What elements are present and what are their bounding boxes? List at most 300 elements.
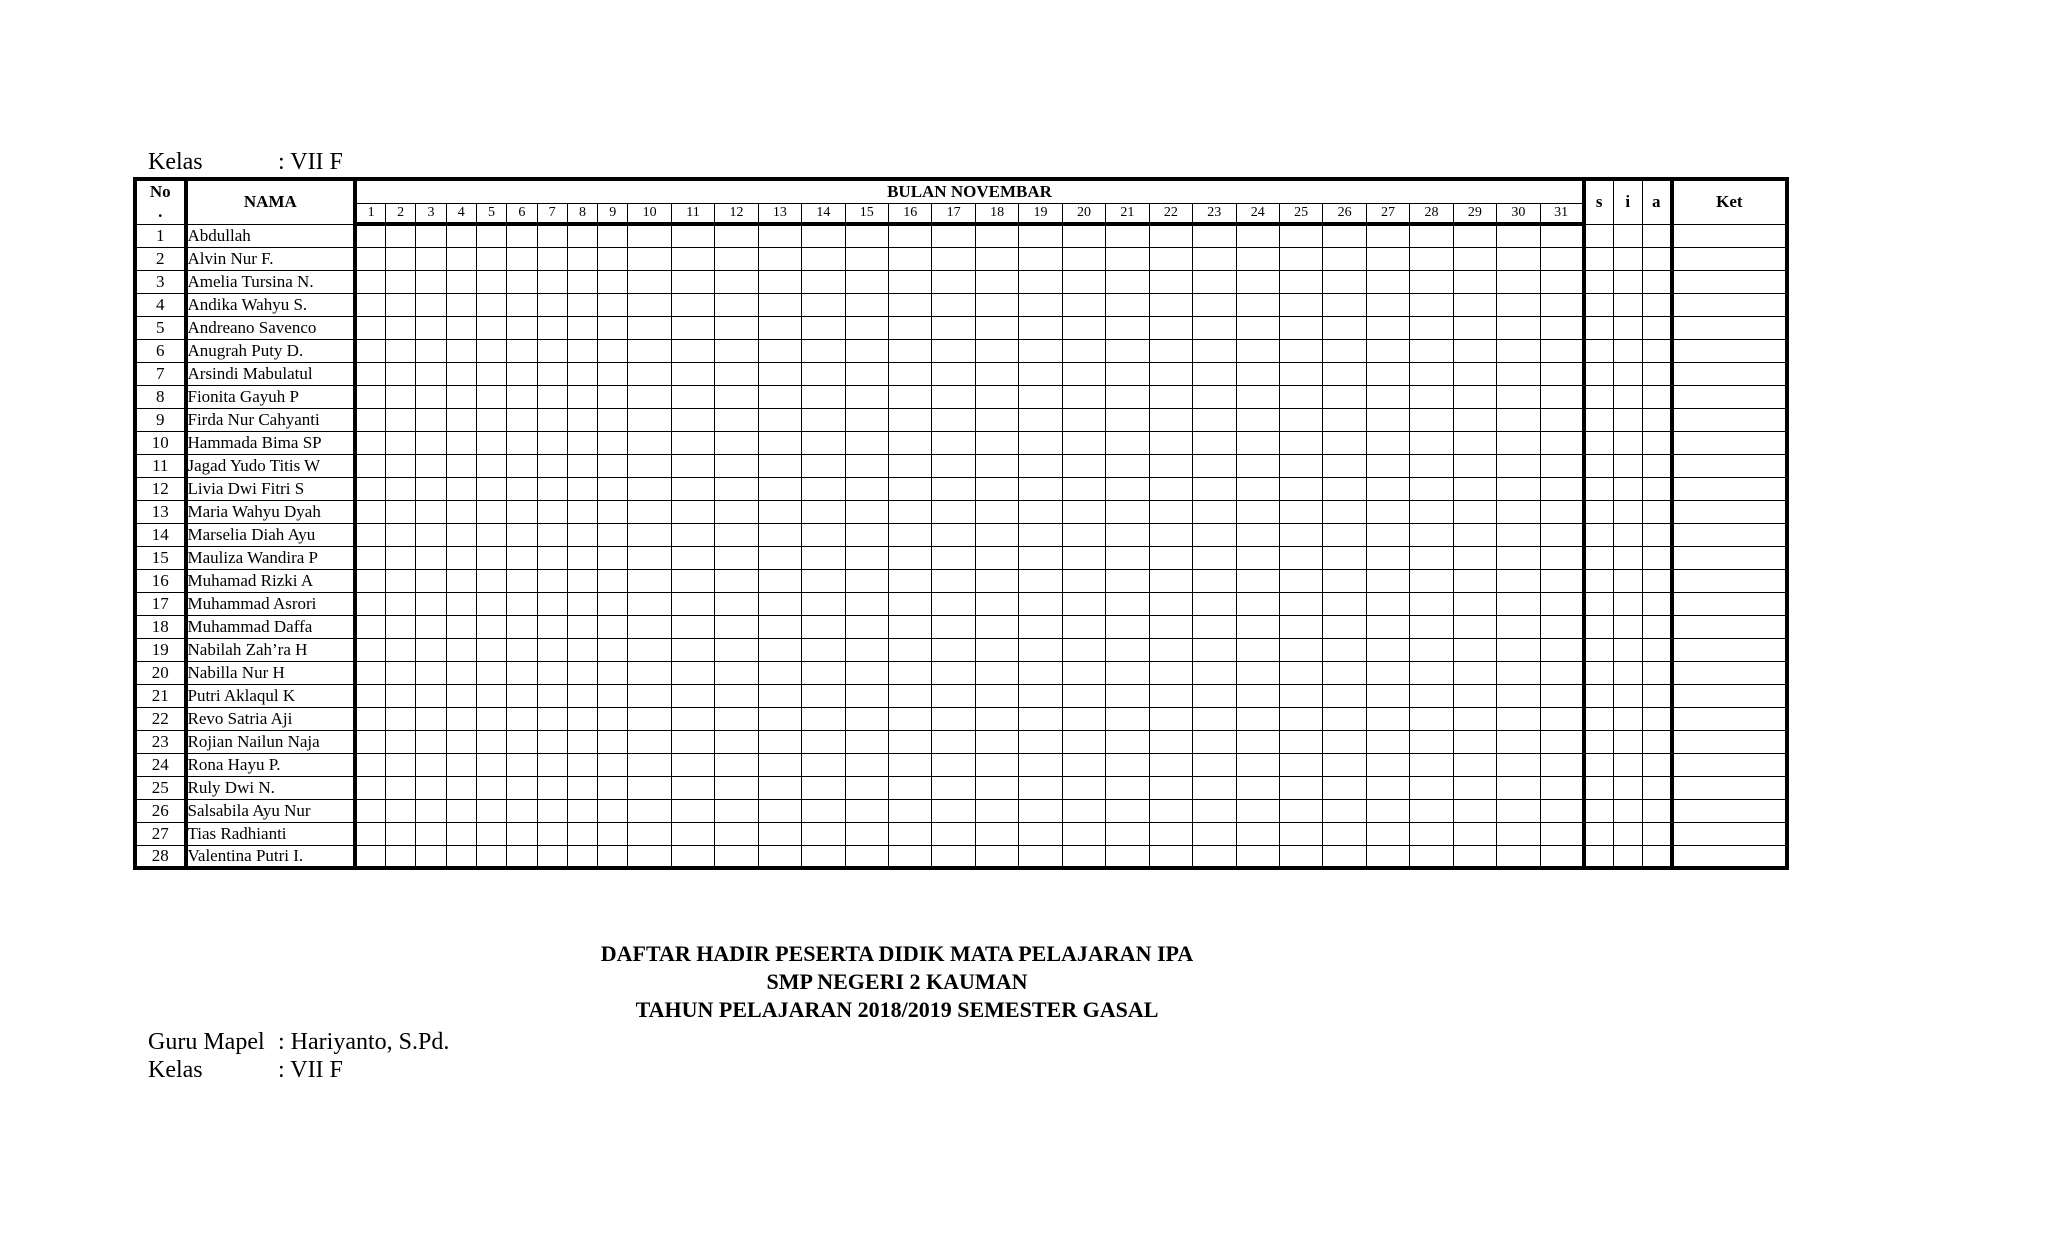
- attendance-cell[interactable]: [932, 569, 975, 592]
- attendance-cell[interactable]: [1279, 753, 1322, 776]
- attendance-cell[interactable]: [1236, 799, 1279, 822]
- attendance-cell[interactable]: [416, 339, 446, 362]
- summary-cell-i[interactable]: [1613, 822, 1642, 845]
- attendance-cell[interactable]: [446, 270, 476, 293]
- attendance-cell[interactable]: [537, 408, 567, 431]
- attendance-cell[interactable]: [1279, 730, 1322, 753]
- attendance-cell[interactable]: [1410, 500, 1453, 523]
- attendance-cell[interactable]: [537, 799, 567, 822]
- attendance-cell[interactable]: [1193, 431, 1236, 454]
- attendance-cell[interactable]: [1453, 707, 1496, 730]
- attendance-cell[interactable]: [1019, 546, 1062, 569]
- attendance-cell[interactable]: [386, 385, 416, 408]
- attendance-cell[interactable]: [1366, 615, 1409, 638]
- attendance-cell[interactable]: [889, 799, 932, 822]
- attendance-cell[interactable]: [1453, 224, 1496, 247]
- attendance-cell[interactable]: [598, 362, 628, 385]
- attendance-cell[interactable]: [628, 454, 671, 477]
- attendance-cell[interactable]: [507, 776, 537, 799]
- ket-cell[interactable]: [1672, 339, 1787, 362]
- attendance-cell[interactable]: [1540, 477, 1584, 500]
- attendance-cell[interactable]: [598, 293, 628, 316]
- attendance-cell[interactable]: [932, 799, 975, 822]
- ket-cell[interactable]: [1672, 730, 1787, 753]
- attendance-cell[interactable]: [1540, 500, 1584, 523]
- attendance-cell[interactable]: [355, 569, 385, 592]
- attendance-cell[interactable]: [1106, 385, 1149, 408]
- attendance-cell[interactable]: [1193, 408, 1236, 431]
- attendance-cell[interactable]: [1366, 247, 1409, 270]
- attendance-cell[interactable]: [598, 661, 628, 684]
- attendance-cell[interactable]: [416, 385, 446, 408]
- attendance-cell[interactable]: [1062, 661, 1105, 684]
- attendance-cell[interactable]: [537, 431, 567, 454]
- attendance-cell[interactable]: [1062, 753, 1105, 776]
- attendance-cell[interactable]: [1497, 293, 1540, 316]
- attendance-cell[interactable]: [1323, 431, 1366, 454]
- attendance-cell[interactable]: [598, 270, 628, 293]
- attendance-cell[interactable]: [1062, 316, 1105, 339]
- attendance-cell[interactable]: [715, 661, 758, 684]
- attendance-cell[interactable]: [758, 339, 801, 362]
- attendance-cell[interactable]: [567, 569, 597, 592]
- attendance-cell[interactable]: [507, 247, 537, 270]
- attendance-cell[interactable]: [537, 822, 567, 845]
- attendance-cell[interactable]: [416, 684, 446, 707]
- attendance-cell[interactable]: [1236, 270, 1279, 293]
- attendance-cell[interactable]: [671, 247, 714, 270]
- attendance-cell[interactable]: [932, 730, 975, 753]
- attendance-cell[interactable]: [715, 730, 758, 753]
- attendance-cell[interactable]: [932, 362, 975, 385]
- attendance-cell[interactable]: [507, 638, 537, 661]
- attendance-cell[interactable]: [567, 385, 597, 408]
- attendance-cell[interactable]: [416, 431, 446, 454]
- attendance-cell[interactable]: [476, 638, 506, 661]
- attendance-cell[interactable]: [1323, 707, 1366, 730]
- attendance-cell[interactable]: [476, 546, 506, 569]
- attendance-cell[interactable]: [715, 270, 758, 293]
- attendance-cell[interactable]: [1062, 730, 1105, 753]
- attendance-cell[interactable]: [1236, 569, 1279, 592]
- attendance-cell[interactable]: [1149, 247, 1192, 270]
- attendance-cell[interactable]: [802, 592, 845, 615]
- attendance-cell[interactable]: [416, 638, 446, 661]
- attendance-cell[interactable]: [1279, 362, 1322, 385]
- attendance-cell[interactable]: [1540, 845, 1584, 868]
- attendance-cell[interactable]: [386, 730, 416, 753]
- attendance-cell[interactable]: [1193, 316, 1236, 339]
- attendance-cell[interactable]: [537, 362, 567, 385]
- attendance-cell[interactable]: [1019, 362, 1062, 385]
- attendance-cell[interactable]: [889, 454, 932, 477]
- attendance-cell[interactable]: [537, 753, 567, 776]
- attendance-cell[interactable]: [1453, 247, 1496, 270]
- attendance-cell[interactable]: [628, 316, 671, 339]
- attendance-cell[interactable]: [1497, 500, 1540, 523]
- attendance-cell[interactable]: [1410, 707, 1453, 730]
- summary-cell-i[interactable]: [1613, 431, 1642, 454]
- attendance-cell[interactable]: [1193, 362, 1236, 385]
- attendance-cell[interactable]: [1279, 408, 1322, 431]
- attendance-cell[interactable]: [975, 431, 1018, 454]
- attendance-cell[interactable]: [355, 592, 385, 615]
- attendance-cell[interactable]: [715, 339, 758, 362]
- attendance-cell[interactable]: [1453, 776, 1496, 799]
- ket-cell[interactable]: [1672, 477, 1787, 500]
- attendance-cell[interactable]: [598, 316, 628, 339]
- attendance-cell[interactable]: [889, 546, 932, 569]
- attendance-cell[interactable]: [845, 615, 888, 638]
- attendance-cell[interactable]: [628, 776, 671, 799]
- attendance-cell[interactable]: [975, 707, 1018, 730]
- attendance-cell[interactable]: [476, 454, 506, 477]
- attendance-cell[interactable]: [446, 638, 476, 661]
- attendance-cell[interactable]: [802, 270, 845, 293]
- attendance-cell[interactable]: [1236, 753, 1279, 776]
- summary-cell-s[interactable]: [1584, 684, 1613, 707]
- attendance-cell[interactable]: [1149, 339, 1192, 362]
- attendance-cell[interactable]: [889, 500, 932, 523]
- attendance-cell[interactable]: [932, 224, 975, 247]
- attendance-cell[interactable]: [758, 845, 801, 868]
- attendance-cell[interactable]: [1062, 684, 1105, 707]
- attendance-cell[interactable]: [1019, 316, 1062, 339]
- attendance-cell[interactable]: [1540, 753, 1584, 776]
- attendance-cell[interactable]: [802, 546, 845, 569]
- attendance-cell[interactable]: [1453, 270, 1496, 293]
- summary-cell-i[interactable]: [1613, 362, 1642, 385]
- attendance-cell[interactable]: [1149, 477, 1192, 500]
- attendance-cell[interactable]: [1453, 454, 1496, 477]
- attendance-cell[interactable]: [1193, 569, 1236, 592]
- attendance-cell[interactable]: [932, 638, 975, 661]
- attendance-cell[interactable]: [507, 293, 537, 316]
- attendance-cell[interactable]: [1366, 408, 1409, 431]
- attendance-cell[interactable]: [889, 753, 932, 776]
- attendance-cell[interactable]: [1149, 661, 1192, 684]
- summary-cell-s[interactable]: [1584, 454, 1613, 477]
- attendance-cell[interactable]: [1019, 776, 1062, 799]
- attendance-cell[interactable]: [845, 477, 888, 500]
- attendance-cell[interactable]: [1323, 569, 1366, 592]
- attendance-cell[interactable]: [1323, 270, 1366, 293]
- attendance-cell[interactable]: [1106, 592, 1149, 615]
- attendance-cell[interactable]: [1540, 776, 1584, 799]
- attendance-cell[interactable]: [802, 753, 845, 776]
- attendance-cell[interactable]: [1366, 776, 1409, 799]
- attendance-cell[interactable]: [1193, 224, 1236, 247]
- attendance-cell[interactable]: [628, 385, 671, 408]
- attendance-cell[interactable]: [476, 316, 506, 339]
- attendance-cell[interactable]: [845, 822, 888, 845]
- attendance-cell[interactable]: [507, 730, 537, 753]
- attendance-cell[interactable]: [1149, 753, 1192, 776]
- attendance-cell[interactable]: [1410, 431, 1453, 454]
- attendance-cell[interactable]: [1323, 477, 1366, 500]
- attendance-cell[interactable]: [598, 477, 628, 500]
- attendance-cell[interactable]: [1540, 638, 1584, 661]
- summary-cell-s[interactable]: [1584, 477, 1613, 500]
- ket-cell[interactable]: [1672, 385, 1787, 408]
- attendance-cell[interactable]: [715, 431, 758, 454]
- attendance-cell[interactable]: [598, 247, 628, 270]
- attendance-cell[interactable]: [802, 707, 845, 730]
- attendance-cell[interactable]: [537, 661, 567, 684]
- attendance-cell[interactable]: [1236, 224, 1279, 247]
- attendance-cell[interactable]: [932, 385, 975, 408]
- attendance-cell[interactable]: [567, 408, 597, 431]
- attendance-cell[interactable]: [845, 385, 888, 408]
- attendance-cell[interactable]: [476, 293, 506, 316]
- attendance-cell[interactable]: [1236, 339, 1279, 362]
- attendance-cell[interactable]: [355, 799, 385, 822]
- attendance-cell[interactable]: [567, 592, 597, 615]
- attendance-cell[interactable]: [671, 293, 714, 316]
- attendance-cell[interactable]: [386, 684, 416, 707]
- attendance-cell[interactable]: [975, 316, 1018, 339]
- attendance-cell[interactable]: [1497, 362, 1540, 385]
- attendance-cell[interactable]: [507, 224, 537, 247]
- attendance-cell[interactable]: [758, 707, 801, 730]
- attendance-cell[interactable]: [758, 753, 801, 776]
- attendance-cell[interactable]: [446, 247, 476, 270]
- summary-cell-s[interactable]: [1584, 569, 1613, 592]
- summary-cell-s[interactable]: [1584, 845, 1613, 868]
- attendance-cell[interactable]: [1279, 546, 1322, 569]
- attendance-cell[interactable]: [1236, 247, 1279, 270]
- attendance-cell[interactable]: [355, 615, 385, 638]
- attendance-cell[interactable]: [1323, 684, 1366, 707]
- attendance-cell[interactable]: [1149, 454, 1192, 477]
- summary-cell-i[interactable]: [1613, 684, 1642, 707]
- attendance-cell[interactable]: [975, 569, 1018, 592]
- attendance-cell[interactable]: [802, 339, 845, 362]
- attendance-cell[interactable]: [1453, 477, 1496, 500]
- summary-cell-a[interactable]: [1642, 454, 1671, 477]
- summary-cell-a[interactable]: [1642, 799, 1671, 822]
- attendance-cell[interactable]: [715, 822, 758, 845]
- attendance-cell[interactable]: [416, 707, 446, 730]
- attendance-cell[interactable]: [975, 822, 1018, 845]
- summary-cell-s[interactable]: [1584, 707, 1613, 730]
- attendance-cell[interactable]: [1453, 546, 1496, 569]
- attendance-cell[interactable]: [1410, 477, 1453, 500]
- attendance-cell[interactable]: [1410, 845, 1453, 868]
- attendance-cell[interactable]: [1497, 638, 1540, 661]
- attendance-cell[interactable]: [758, 776, 801, 799]
- attendance-cell[interactable]: [567, 224, 597, 247]
- summary-cell-a[interactable]: [1642, 316, 1671, 339]
- attendance-cell[interactable]: [1019, 431, 1062, 454]
- summary-cell-i[interactable]: [1613, 224, 1642, 247]
- attendance-cell[interactable]: [537, 270, 567, 293]
- attendance-cell[interactable]: [476, 339, 506, 362]
- attendance-cell[interactable]: [802, 408, 845, 431]
- attendance-cell[interactable]: [671, 730, 714, 753]
- summary-cell-a[interactable]: [1642, 431, 1671, 454]
- attendance-cell[interactable]: [1106, 477, 1149, 500]
- attendance-cell[interactable]: [1279, 247, 1322, 270]
- attendance-cell[interactable]: [416, 753, 446, 776]
- attendance-cell[interactable]: [1062, 293, 1105, 316]
- attendance-cell[interactable]: [598, 431, 628, 454]
- attendance-cell[interactable]: [1497, 385, 1540, 408]
- attendance-cell[interactable]: [1366, 454, 1409, 477]
- attendance-cell[interactable]: [932, 247, 975, 270]
- summary-cell-a[interactable]: [1642, 661, 1671, 684]
- summary-cell-s[interactable]: [1584, 316, 1613, 339]
- attendance-cell[interactable]: [567, 431, 597, 454]
- attendance-cell[interactable]: [758, 500, 801, 523]
- attendance-cell[interactable]: [598, 684, 628, 707]
- attendance-cell[interactable]: [1062, 500, 1105, 523]
- attendance-cell[interactable]: [476, 730, 506, 753]
- attendance-cell[interactable]: [567, 247, 597, 270]
- attendance-cell[interactable]: [537, 615, 567, 638]
- attendance-cell[interactable]: [1453, 569, 1496, 592]
- attendance-cell[interactable]: [1410, 224, 1453, 247]
- attendance-cell[interactable]: [1193, 385, 1236, 408]
- attendance-cell[interactable]: [1062, 408, 1105, 431]
- attendance-cell[interactable]: [1279, 661, 1322, 684]
- attendance-cell[interactable]: [1540, 592, 1584, 615]
- attendance-cell[interactable]: [758, 730, 801, 753]
- attendance-cell[interactable]: [1453, 362, 1496, 385]
- attendance-cell[interactable]: [845, 546, 888, 569]
- attendance-cell[interactable]: [567, 776, 597, 799]
- attendance-cell[interactable]: [1193, 661, 1236, 684]
- attendance-cell[interactable]: [416, 615, 446, 638]
- attendance-cell[interactable]: [476, 822, 506, 845]
- attendance-cell[interactable]: [1236, 776, 1279, 799]
- attendance-cell[interactable]: [537, 500, 567, 523]
- summary-cell-i[interactable]: [1613, 247, 1642, 270]
- attendance-cell[interactable]: [975, 408, 1018, 431]
- attendance-cell[interactable]: [1106, 224, 1149, 247]
- attendance-cell[interactable]: [1019, 684, 1062, 707]
- attendance-cell[interactable]: [1062, 362, 1105, 385]
- ket-cell[interactable]: [1672, 638, 1787, 661]
- attendance-cell[interactable]: [932, 661, 975, 684]
- attendance-cell[interactable]: [386, 592, 416, 615]
- attendance-cell[interactable]: [845, 270, 888, 293]
- attendance-cell[interactable]: [845, 684, 888, 707]
- attendance-cell[interactable]: [845, 730, 888, 753]
- attendance-cell[interactable]: [715, 707, 758, 730]
- attendance-cell[interactable]: [1366, 661, 1409, 684]
- summary-cell-a[interactable]: [1642, 707, 1671, 730]
- attendance-cell[interactable]: [932, 776, 975, 799]
- attendance-cell[interactable]: [355, 362, 385, 385]
- attendance-cell[interactable]: [715, 615, 758, 638]
- attendance-cell[interactable]: [1323, 615, 1366, 638]
- attendance-cell[interactable]: [1540, 569, 1584, 592]
- summary-cell-s[interactable]: [1584, 799, 1613, 822]
- attendance-cell[interactable]: [537, 684, 567, 707]
- attendance-cell[interactable]: [671, 707, 714, 730]
- attendance-cell[interactable]: [537, 569, 567, 592]
- attendance-cell[interactable]: [1540, 799, 1584, 822]
- attendance-cell[interactable]: [802, 385, 845, 408]
- attendance-cell[interactable]: [1410, 270, 1453, 293]
- attendance-cell[interactable]: [975, 523, 1018, 546]
- attendance-cell[interactable]: [1236, 523, 1279, 546]
- attendance-cell[interactable]: [1279, 799, 1322, 822]
- attendance-cell[interactable]: [1410, 753, 1453, 776]
- attendance-cell[interactable]: [628, 546, 671, 569]
- attendance-cell[interactable]: [1062, 454, 1105, 477]
- attendance-cell[interactable]: [416, 270, 446, 293]
- ket-cell[interactable]: [1672, 362, 1787, 385]
- attendance-cell[interactable]: [1410, 523, 1453, 546]
- attendance-cell[interactable]: [537, 316, 567, 339]
- attendance-cell[interactable]: [628, 270, 671, 293]
- ket-cell[interactable]: [1672, 408, 1787, 431]
- attendance-cell[interactable]: [758, 569, 801, 592]
- ket-cell[interactable]: [1672, 776, 1787, 799]
- ket-cell[interactable]: [1672, 661, 1787, 684]
- attendance-cell[interactable]: [1453, 615, 1496, 638]
- attendance-cell[interactable]: [845, 569, 888, 592]
- attendance-cell[interactable]: [1149, 546, 1192, 569]
- attendance-cell[interactable]: [845, 592, 888, 615]
- summary-cell-s[interactable]: [1584, 822, 1613, 845]
- attendance-cell[interactable]: [507, 592, 537, 615]
- attendance-cell[interactable]: [1540, 454, 1584, 477]
- attendance-cell[interactable]: [758, 408, 801, 431]
- summary-cell-a[interactable]: [1642, 362, 1671, 385]
- attendance-cell[interactable]: [975, 247, 1018, 270]
- attendance-cell[interactable]: [715, 500, 758, 523]
- attendance-cell[interactable]: [671, 638, 714, 661]
- summary-cell-s[interactable]: [1584, 431, 1613, 454]
- attendance-cell[interactable]: [1366, 638, 1409, 661]
- attendance-cell[interactable]: [355, 339, 385, 362]
- summary-cell-a[interactable]: [1642, 224, 1671, 247]
- attendance-cell[interactable]: [1106, 684, 1149, 707]
- attendance-cell[interactable]: [1540, 362, 1584, 385]
- attendance-cell[interactable]: [1149, 408, 1192, 431]
- attendance-cell[interactable]: [1366, 592, 1409, 615]
- attendance-cell[interactable]: [932, 454, 975, 477]
- attendance-cell[interactable]: [1149, 799, 1192, 822]
- attendance-cell[interactable]: [537, 845, 567, 868]
- attendance-cell[interactable]: [975, 638, 1018, 661]
- attendance-cell[interactable]: [1497, 408, 1540, 431]
- attendance-cell[interactable]: [845, 845, 888, 868]
- summary-cell-i[interactable]: [1613, 454, 1642, 477]
- attendance-cell[interactable]: [567, 753, 597, 776]
- attendance-cell[interactable]: [1540, 431, 1584, 454]
- attendance-cell[interactable]: [715, 316, 758, 339]
- attendance-cell[interactable]: [1236, 661, 1279, 684]
- attendance-cell[interactable]: [598, 638, 628, 661]
- attendance-cell[interactable]: [1149, 615, 1192, 638]
- attendance-cell[interactable]: [1149, 224, 1192, 247]
- attendance-cell[interactable]: [975, 753, 1018, 776]
- summary-cell-s[interactable]: [1584, 638, 1613, 661]
- attendance-cell[interactable]: [975, 224, 1018, 247]
- attendance-cell[interactable]: [1366, 431, 1409, 454]
- attendance-cell[interactable]: [1062, 822, 1105, 845]
- attendance-cell[interactable]: [476, 500, 506, 523]
- attendance-cell[interactable]: [889, 339, 932, 362]
- summary-cell-i[interactable]: [1613, 753, 1642, 776]
- attendance-cell[interactable]: [671, 431, 714, 454]
- attendance-cell[interactable]: [1410, 822, 1453, 845]
- attendance-cell[interactable]: [1410, 362, 1453, 385]
